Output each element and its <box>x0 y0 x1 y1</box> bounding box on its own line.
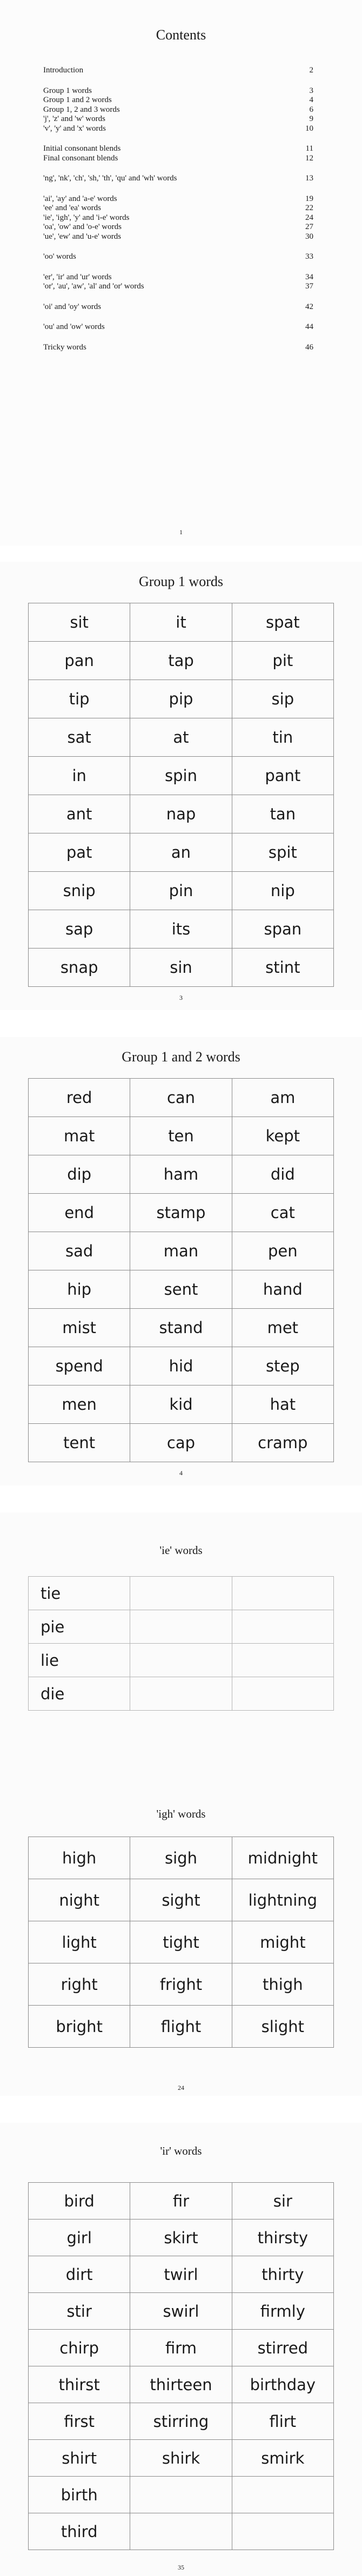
word-row <box>29 2293 334 2330</box>
word-cell: sap <box>29 910 130 949</box>
page-gap <box>0 546 362 562</box>
contents-title: Contents <box>156 27 206 43</box>
toc-entry-label: 'ou' and 'ow' words <box>43 322 105 331</box>
word-cell: did <box>232 1155 333 1194</box>
word-cell: girl <box>29 2219 130 2256</box>
word-cell: birth <box>29 2477 130 2513</box>
word-row <box>29 1347 334 1385</box>
toc-entry-page: 10 <box>305 124 313 133</box>
group12-table <box>28 1078 334 1462</box>
word-cell: fir <box>130 2183 232 2219</box>
word-row <box>29 2183 334 2219</box>
word-cell: bird <box>29 2183 130 2219</box>
toc-entry-page: 12 <box>305 153 313 163</box>
word-cell: tap <box>130 642 232 680</box>
word-row <box>29 1577 334 1610</box>
toc-entry-page: 2 <box>309 66 313 75</box>
word-cell: hip <box>29 1270 130 1309</box>
word-cell: stint <box>232 949 333 987</box>
toc-spacer <box>43 312 313 322</box>
word-cell: sight <box>130 1879 232 1921</box>
toc-entry-page: 42 <box>305 302 313 311</box>
toc-entry-page: 46 <box>305 342 313 352</box>
word-cell: die <box>29 1677 130 1711</box>
word-row <box>29 1424 334 1462</box>
word-cell: sad <box>29 1232 130 1270</box>
word-cell <box>232 1610 333 1644</box>
toc-entry <box>43 322 313 332</box>
toc-entry-label: Initial consonant blends <box>43 144 121 153</box>
word-row <box>29 1385 334 1424</box>
word-cell: can <box>130 1079 232 1117</box>
word-cell: pin <box>130 872 232 910</box>
word-cell: sigh <box>130 1837 232 1879</box>
toc-entry <box>43 252 313 262</box>
word-row <box>29 795 334 833</box>
word-cell: ten <box>130 1117 232 1155</box>
word-cell: tin <box>232 718 333 757</box>
word-cell: span <box>232 910 333 949</box>
group12-page <box>0 1037 362 1485</box>
group1-page <box>0 562 362 1010</box>
word-cell: cap <box>130 1424 232 1462</box>
word-cell: dip <box>29 1155 130 1194</box>
word-cell: spin <box>130 757 232 795</box>
word-cell: red <box>29 1079 130 1117</box>
word-cell: stamp <box>130 1194 232 1232</box>
toc-entry <box>43 302 313 312</box>
word-row <box>29 1921 334 1963</box>
word-cell: an <box>130 833 232 872</box>
igh-table <box>28 1837 334 2048</box>
toc-entry-label: Group 1, 2 and 3 words <box>43 105 120 114</box>
word-cell: thirsty <box>232 2219 333 2256</box>
word-cell: pip <box>130 680 232 718</box>
word-cell: tent <box>29 1424 130 1462</box>
word-cell: cat <box>232 1194 333 1232</box>
toc-entry <box>43 223 313 232</box>
word-cell: it <box>130 603 232 642</box>
word-cell: spit <box>232 833 333 872</box>
word-row <box>29 1610 334 1644</box>
word-row <box>29 1309 334 1347</box>
toc-entry-label: 'v', 'y' and 'x' words <box>43 124 106 133</box>
toc-spacer <box>43 241 313 252</box>
word-row <box>29 757 334 795</box>
word-cell: pan <box>29 642 130 680</box>
word-cell <box>130 1610 232 1644</box>
toc-entry <box>43 194 313 204</box>
word-cell: spend <box>29 1347 130 1385</box>
toc-spacer <box>43 163 313 174</box>
word-cell: flight <box>130 2006 232 2048</box>
word-cell: shirk <box>130 2440 232 2477</box>
word-row <box>29 1837 334 1879</box>
word-cell: tie <box>29 1577 130 1610</box>
page-gap <box>0 1010 362 1037</box>
word-cell: dirt <box>29 2256 130 2293</box>
word-row <box>29 1079 334 1117</box>
word-cell <box>130 1677 232 1711</box>
word-cell: sent <box>130 1270 232 1309</box>
word-cell: stirred <box>232 2330 333 2366</box>
page-number: 3 <box>179 994 183 1001</box>
contents-page <box>0 0 362 546</box>
word-cell: pat <box>29 833 130 872</box>
toc-entry-page: 6 <box>309 105 313 114</box>
word-row <box>29 642 334 680</box>
ie-table <box>28 1576 334 1711</box>
toc-entry-label: Final consonant blends <box>43 153 118 163</box>
word-cell: flirt <box>232 2403 333 2440</box>
word-cell: kid <box>130 1385 232 1424</box>
word-cell <box>130 1577 232 1610</box>
ie-title: 'ie' words <box>159 1544 203 1557</box>
word-cell: thigh <box>232 1963 333 2006</box>
toc-entry-page: 44 <box>305 322 313 331</box>
word-row <box>29 2006 334 2048</box>
page-number: 4 <box>179 1469 183 1477</box>
toc-entry <box>43 273 313 283</box>
toc-entry-page: 37 <box>305 282 313 291</box>
word-cell: tan <box>232 795 333 833</box>
word-row <box>29 2513 334 2550</box>
toc-entry-page: 33 <box>305 252 313 261</box>
page-gap <box>0 2096 362 2123</box>
word-cell: sir <box>232 2183 333 2219</box>
page-number: 1 <box>179 528 183 536</box>
word-row <box>29 2330 334 2366</box>
word-cell: tip <box>29 680 130 718</box>
word-row <box>29 680 334 718</box>
toc-entry-page: 3 <box>309 86 313 95</box>
word-cell: shirt <box>29 2440 130 2477</box>
word-cell: thirty <box>232 2256 333 2293</box>
word-cell: snip <box>29 872 130 910</box>
word-cell: third <box>29 2513 130 2550</box>
word-cell <box>232 2477 333 2513</box>
toc-entry <box>43 96 313 105</box>
word-row <box>29 2256 334 2293</box>
toc-entry <box>43 66 313 76</box>
toc-entry <box>43 343 313 353</box>
word-cell: bright <box>29 2006 130 2048</box>
toc-entry-label: Tricky words <box>43 342 86 352</box>
toc-entry-page: 19 <box>305 194 313 203</box>
toc-entry <box>43 174 313 184</box>
word-cell: kept <box>232 1117 333 1155</box>
toc-entry-label: 'ee' and 'ea' words <box>43 204 102 212</box>
toc-entry <box>43 204 313 213</box>
word-cell: cramp <box>232 1424 333 1462</box>
word-cell: skirt <box>130 2219 232 2256</box>
word-cell: at <box>130 718 232 757</box>
word-cell: fright <box>130 1963 232 2006</box>
word-row <box>29 1194 334 1232</box>
word-cell: mat <box>29 1117 130 1155</box>
word-row <box>29 2219 334 2256</box>
word-row <box>29 833 334 872</box>
toc-entry <box>43 105 313 115</box>
word-cell: snap <box>29 949 130 987</box>
word-cell: in <box>29 757 130 795</box>
word-cell: midnight <box>232 1837 333 1879</box>
word-cell: stirring <box>130 2403 232 2440</box>
word-cell: pie <box>29 1610 130 1644</box>
word-cell: sat <box>29 718 130 757</box>
word-cell: birthday <box>232 2366 333 2403</box>
toc-spacer <box>43 184 313 194</box>
toc-entry-label: Group 1 words <box>43 86 92 95</box>
word-row <box>29 872 334 910</box>
word-cell: thirst <box>29 2366 130 2403</box>
toc-entry-label: 'j', 'z' and 'w' words <box>43 115 105 123</box>
toc-entry-page: 9 <box>309 115 313 123</box>
toc-entry-label: 'oi' and 'oy' words <box>43 302 102 311</box>
toc-entry <box>43 86 313 96</box>
igh-title: 'igh' words <box>156 1807 206 1820</box>
word-row <box>29 949 334 987</box>
word-row <box>29 1677 334 1711</box>
word-cell: might <box>232 1921 333 1963</box>
word-row <box>29 1963 334 2006</box>
word-cell: ant <box>29 795 130 833</box>
toc-spacer <box>43 133 313 144</box>
word-cell: firm <box>130 2330 232 2366</box>
word-cell: slight <box>232 2006 333 2048</box>
word-row <box>29 1270 334 1309</box>
toc-entry-page: 24 <box>305 213 313 222</box>
word-cell: light <box>29 1921 130 1963</box>
word-row <box>29 603 334 642</box>
ir-table <box>28 2182 334 2550</box>
word-cell: met <box>232 1309 333 1347</box>
toc-entry-label: 'oo' words <box>43 252 76 261</box>
toc-entry <box>43 115 313 124</box>
word-cell: sip <box>232 680 333 718</box>
toc-entry <box>43 282 313 292</box>
word-row <box>29 1155 334 1194</box>
group1-table <box>28 603 334 987</box>
word-cell <box>130 2477 232 2513</box>
toc-entry-page: 34 <box>305 272 313 281</box>
word-row <box>29 1232 334 1270</box>
toc-entry-label: Introduction <box>43 66 84 75</box>
page-gap <box>0 1485 362 1512</box>
word-row <box>29 2403 334 2440</box>
toc-entry-page: 13 <box>305 174 313 183</box>
word-cell: first <box>29 2403 130 2440</box>
word-cell: step <box>232 1347 333 1385</box>
word-cell: sit <box>29 603 130 642</box>
toc-entry-page: 11 <box>305 144 313 153</box>
word-cell: nap <box>130 795 232 833</box>
word-cell: hand <box>232 1270 333 1309</box>
page-number: 35 <box>178 2564 184 2571</box>
word-cell <box>130 2513 232 2550</box>
toc-entry-page: 30 <box>305 232 313 241</box>
word-row <box>29 2366 334 2403</box>
toc-entry-label: 'ie', 'igh', 'y' and 'i-e' words <box>43 213 130 222</box>
ie-igh-page <box>0 1512 362 2096</box>
word-cell: am <box>232 1079 333 1117</box>
toc-spacer <box>43 76 313 86</box>
ir-page <box>0 2123 362 2576</box>
ir-title: 'ir' words <box>160 2144 202 2157</box>
word-cell: tight <box>130 1921 232 1963</box>
word-cell <box>232 1577 333 1610</box>
word-cell: twirl <box>130 2256 232 2293</box>
word-row <box>29 2440 334 2477</box>
toc-spacer <box>43 332 313 343</box>
toc-entry-label: Group 1 and 2 words <box>43 96 112 104</box>
word-row <box>29 910 334 949</box>
word-cell: stir <box>29 2293 130 2330</box>
toc-entry-label: 'ai', 'ay' and 'a-e' words <box>43 194 117 203</box>
word-cell <box>232 2513 333 2550</box>
toc-entry-page: 4 <box>309 96 313 104</box>
page-number: 24 <box>178 2084 184 2091</box>
word-cell: night <box>29 1879 130 1921</box>
toc-entry-label: 'er', 'ir' and 'ur' words <box>43 272 112 281</box>
word-cell: lightning <box>232 1879 333 1921</box>
word-cell: mist <box>29 1309 130 1347</box>
word-row <box>29 1644 334 1677</box>
word-cell: pant <box>232 757 333 795</box>
word-cell: lie <box>29 1644 130 1677</box>
toc-entry-label: 'or', 'au', 'aw', 'al' and 'or' words <box>43 282 144 291</box>
word-cell: man <box>130 1232 232 1270</box>
group12-title: Group 1 and 2 words <box>122 1049 240 1065</box>
word-row <box>29 2477 334 2513</box>
word-cell: pen <box>232 1232 333 1270</box>
word-cell: nip <box>232 872 333 910</box>
toc-entry-page: 27 <box>305 223 313 231</box>
word-cell: chirp <box>29 2330 130 2366</box>
toc-entry <box>43 154 313 164</box>
word-cell: men <box>29 1385 130 1424</box>
word-cell: hat <box>232 1385 333 1424</box>
word-cell: pit <box>232 642 333 680</box>
word-cell: high <box>29 1837 130 1879</box>
word-cell: spat <box>232 603 333 642</box>
word-cell: smirk <box>232 2440 333 2477</box>
word-cell: firmly <box>232 2293 333 2330</box>
word-row <box>29 1879 334 1921</box>
word-cell: end <box>29 1194 130 1232</box>
word-row <box>29 718 334 757</box>
word-cell: thirteen <box>130 2366 232 2403</box>
word-cell: hid <box>130 1347 232 1385</box>
toc-entry-label: 'ue', 'ew' and 'u-e' words <box>43 232 122 241</box>
word-row <box>29 1117 334 1155</box>
toc-entry <box>43 144 313 154</box>
contents-list <box>43 66 313 352</box>
toc-entry-label: 'ng', 'nk', 'ch', 'sh,' 'th', 'qu' and 'wh' words <box>43 174 177 183</box>
toc-entry <box>43 232 313 242</box>
toc-entry <box>43 213 313 223</box>
toc-entry <box>43 124 313 134</box>
word-cell: ham <box>130 1155 232 1194</box>
toc-spacer <box>43 262 313 273</box>
word-cell <box>232 1677 333 1711</box>
word-cell: its <box>130 910 232 949</box>
word-cell: right <box>29 1963 130 2006</box>
word-cell: sin <box>130 949 232 987</box>
word-cell: stand <box>130 1309 232 1347</box>
word-cell <box>130 1644 232 1677</box>
word-cell <box>232 1644 333 1677</box>
toc-entry-label: 'oa', 'ow' and 'o-e' words <box>43 223 122 231</box>
toc-entry-page: 22 <box>305 204 313 212</box>
word-cell: swirl <box>130 2293 232 2330</box>
group1-title: Group 1 words <box>139 574 223 589</box>
toc-spacer <box>43 292 313 302</box>
